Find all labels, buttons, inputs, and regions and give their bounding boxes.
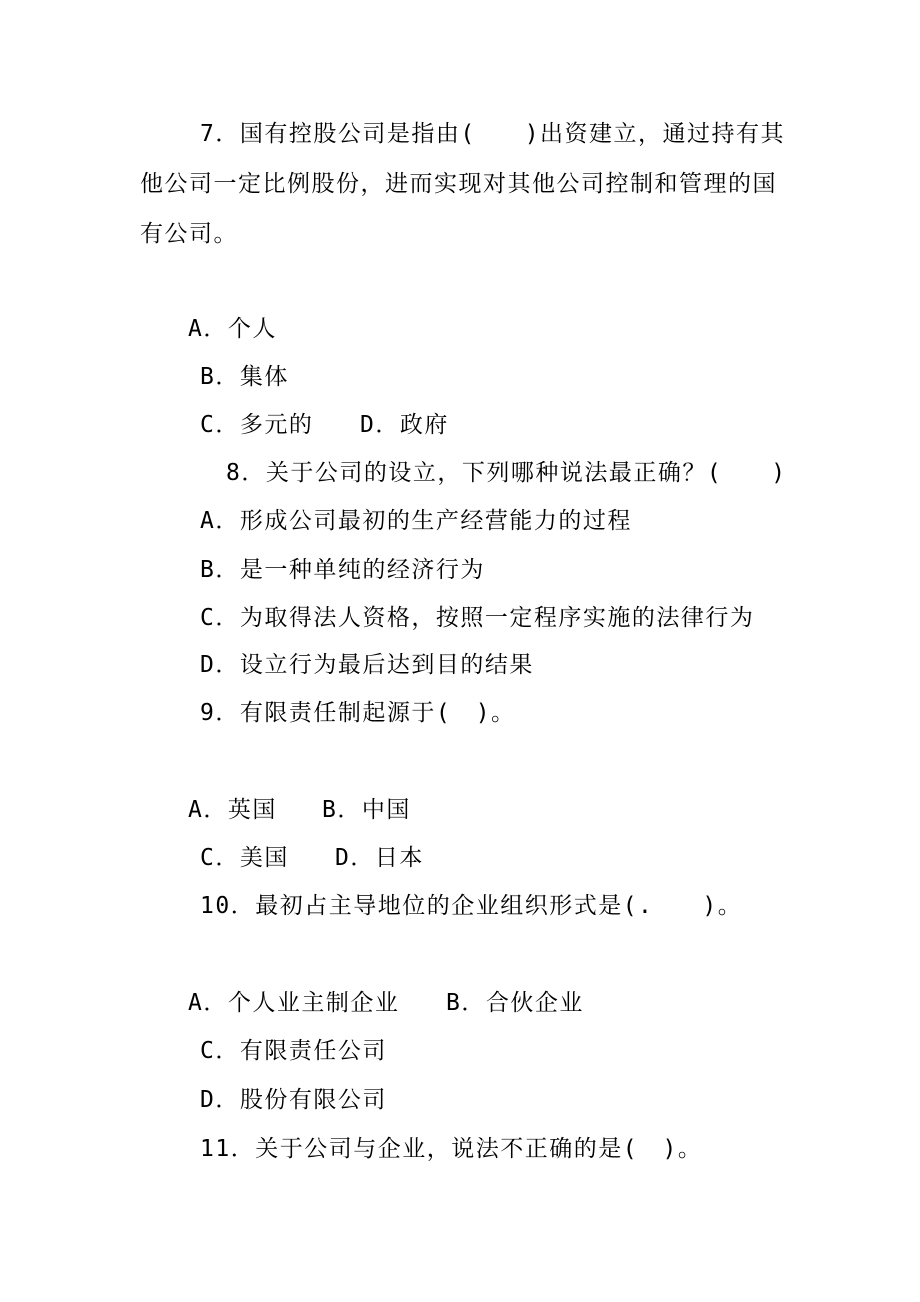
q7-stem-line-3: 有公司。: [140, 221, 238, 247]
q8-option-c: C．为取得法人资格，按照一定程序实施的法律行为: [200, 605, 755, 631]
q7-option-b: B．集体: [200, 364, 289, 390]
q10-option-c: C．有限责任公司: [200, 1038, 387, 1064]
q7-stem-line-1: 7．国有控股公司是指由( )出资建立，通过持有其: [200, 121, 786, 147]
q11-stem: 11．关于公司与企业，说法不正确的是( )。: [200, 1136, 703, 1162]
q10-option-b: B．合伙企业: [446, 990, 584, 1016]
q8-option-b: B．是一种单纯的经济行为: [200, 557, 485, 583]
q10-option-a: A．个人业主制企业: [188, 990, 400, 1016]
q9-option-c: C．美国: [200, 845, 289, 871]
q9-option-d: D．日本: [335, 845, 424, 871]
q7-option-c: C．多元的: [200, 412, 314, 438]
q8-option-d: D．设立行为最后达到目的结果: [200, 652, 534, 678]
q9-option-a: A．英国: [188, 797, 277, 823]
q8-stem: 8．关于公司的设立，下列哪种说法最正确？( ): [226, 460, 787, 486]
q10-stem: 10．最初占主导地位的企业组织形式是(. )。: [200, 893, 743, 919]
q9-stem: 9．有限责任制起源于( )。: [200, 700, 516, 726]
q9-option-b: B．中国: [322, 797, 411, 823]
q10-option-d: D．股份有限公司: [200, 1087, 387, 1113]
q7-stem-line-2: 他公司一定比例股份，进而实现对其他公司控制和管理的国: [140, 171, 777, 197]
q7-option-a: A．个人: [188, 316, 277, 342]
q8-option-a: A．形成公司最初的生产经营能力的过程: [200, 508, 632, 534]
q7-option-d: D．政府: [360, 412, 449, 438]
